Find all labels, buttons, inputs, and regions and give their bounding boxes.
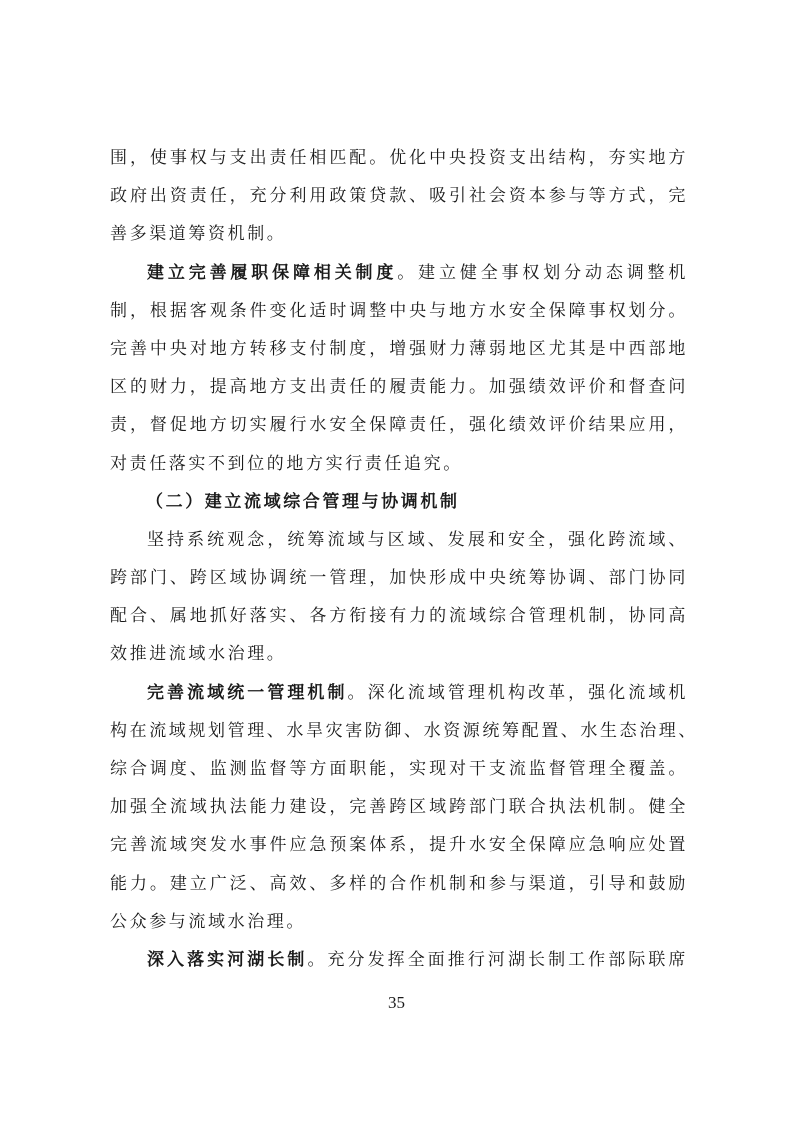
- paragraph-lead: 完善流域统一管理机制: [147, 682, 348, 703]
- text-line: [110, 254, 688, 292]
- line-text: 。深化流域管理机构改革，强化流域机: [347, 682, 689, 703]
- text-line: 责，督促地方切实履行水安全保障责任，强化绩效评价结果应用，: [110, 415, 688, 436]
- paragraph-lead: 建立完善履职保障相关制度: [147, 262, 398, 283]
- document-body: [110, 139, 698, 979]
- paragraph-lead: 深入落实河湖长制: [147, 949, 308, 970]
- text-line: [110, 941, 688, 979]
- text-line: 效推进流域水治理。: [110, 644, 287, 665]
- text-line: 加强全流域执法能力建设，完善跨区域跨部门联合执法机制。健全: [110, 797, 688, 818]
- text-line: 坚持系统观念，统筹流域与区域、发展和安全，强化跨流域、: [147, 529, 688, 550]
- text-line: [110, 674, 688, 712]
- text-line: 对责任落实不到位的地方实行责任追究。: [110, 453, 463, 474]
- text-line: 完善中央对地方转移支付制度，增强财力薄弱地区尤其是中西部地: [110, 338, 688, 359]
- text-line: 围，使事权与支出责任相匹配。优化中央投资支出结构，夯实地方: [110, 148, 688, 168]
- text-line: 综合调度、监测监督等方面职能，实现对干支流监督管理全覆盖。: [110, 759, 688, 779]
- text-line: 构在流域规划管理、水旱灾害防御、水资源统筹配置、水生态治理、: [110, 720, 698, 741]
- page-number: 35: [388, 993, 405, 1012]
- line-text: 。充分发挥全面推行河湖长制工作部际联席: [307, 949, 688, 970]
- text-line: 完善流域突发水事件应急预案体系，提升水安全保障应急响应处置: [110, 835, 688, 856]
- section-heading: （二）建立流域综合管理与协调机制: [146, 491, 460, 512]
- text-line: 制，根据客观条件变化适时调整中央与地方水安全保障事权划分。: [110, 300, 688, 321]
- text-line: 公众参与流域水治理。: [110, 911, 306, 932]
- line-text: 。建立健全事权划分动态调整机: [397, 262, 689, 283]
- text-line: 政府出资责任，充分利用政策贷款、吸引社会资本参与等方式，完: [110, 186, 688, 207]
- text-line: 配合、属地抓好落实、各方衔接有力的流域综合管理机制，协同高: [110, 606, 688, 627]
- text-line: 区的财力，提高地方支出责任的履责能力。加强绩效评价和督查问: [110, 377, 688, 398]
- text-line: 能力。建立广泛、高效、多样的合作机制和参与渠道，引导和鼓励: [110, 873, 688, 894]
- text-line: 跨部门、跨区域协调统一管理，加快形成中央统筹协调、部门协同: [110, 568, 688, 589]
- text-line: 善多渠道筹资机制。: [110, 224, 287, 245]
